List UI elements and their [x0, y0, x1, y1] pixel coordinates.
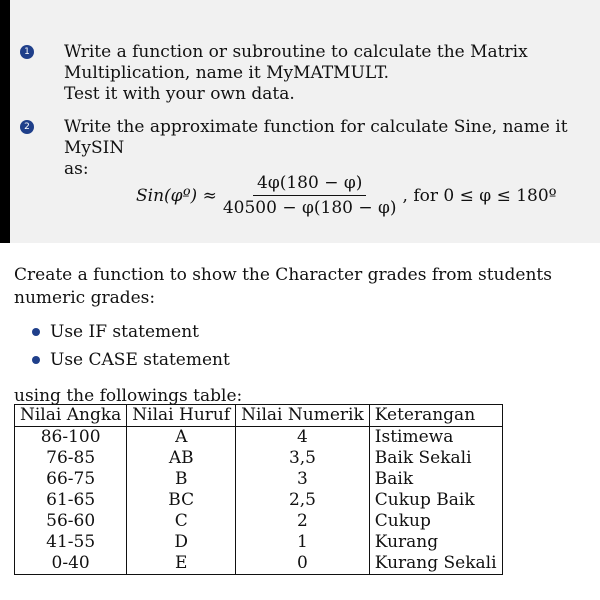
cell-keterangan: Istimewa: [369, 427, 502, 449]
cell-keterangan: Kurang: [369, 532, 502, 553]
task-2-line-2: as:: [64, 159, 89, 179]
cell-nilai-huruf: E: [127, 553, 236, 575]
cell-nilai-angka: 86-100: [15, 427, 127, 449]
task-item-1: [24, 42, 528, 105]
table-row: [15, 427, 503, 449]
column-header: Nilai Numerik: [236, 405, 370, 427]
formula-denominator: 40500 − φ(180 − φ): [222, 198, 397, 218]
cell-nilai-numerik: 1: [236, 532, 370, 553]
table-row: [15, 532, 503, 553]
cell-nilai-huruf: D: [127, 532, 236, 553]
cell-keterangan: Cukup Baik: [369, 490, 502, 511]
table-row: [15, 511, 503, 532]
item-number-badge: 1: [20, 45, 34, 59]
bullet-item: [32, 346, 230, 374]
formula-condition: , for 0 ≤ φ ≤ 180º: [402, 185, 557, 206]
cell-nilai-numerik: 3,5: [236, 448, 370, 469]
cell-nilai-numerik: 0: [236, 553, 370, 575]
bullet-item: [32, 318, 230, 346]
cell-nilai-angka: 61-65: [15, 490, 127, 511]
bullet-list: [32, 318, 230, 374]
cell-keterangan: Kurang Sekali: [369, 553, 502, 575]
item-number-badge: 2: [20, 120, 34, 134]
formula-lhs: Sin(φº) ≈: [136, 185, 217, 206]
table-header-row: [15, 405, 503, 427]
grades-table: [14, 404, 503, 575]
table-row: [15, 469, 503, 490]
cell-nilai-huruf: A: [127, 427, 236, 449]
cell-keterangan: Cukup: [369, 511, 502, 532]
task-2-line-1: Write the approximate function for calculate Sine, name it MySIN: [64, 117, 568, 158]
table-row: [15, 553, 503, 575]
cell-keterangan: Baik Sekali: [369, 448, 502, 469]
cell-nilai-angka: 0-40: [15, 553, 127, 575]
cell-keterangan: Baik: [369, 469, 502, 490]
bullet-text: Use IF statement: [50, 322, 199, 342]
table-row: [15, 490, 503, 511]
left-accent-bar: [0, 0, 10, 243]
column-header: Keterangan: [369, 405, 502, 427]
cell-nilai-huruf: B: [127, 469, 236, 490]
cell-nilai-huruf: BC: [127, 490, 236, 511]
cell-nilai-numerik: 4: [236, 427, 370, 449]
task-item-2: [24, 117, 600, 180]
cell-nilai-huruf: C: [127, 511, 236, 532]
cell-nilai-angka: 76-85: [15, 448, 127, 469]
table-caption: using the followings table:: [14, 386, 243, 406]
cell-nilai-numerik: 2: [236, 511, 370, 532]
column-header: Nilai Angka: [15, 405, 127, 427]
grades-intro-text: Create a function to show the Character grades from students numeric grades:: [14, 265, 552, 308]
cell-nilai-angka: 66-75: [15, 469, 127, 490]
task-1-line-3: Test it with your own data.: [64, 84, 295, 104]
cell-nilai-angka: 56-60: [15, 511, 127, 532]
cell-nilai-numerik: 3: [236, 469, 370, 490]
assignment-panel-top: [0, 0, 600, 243]
cell-nilai-numerik: 2,5: [236, 490, 370, 511]
table-row: [15, 448, 503, 469]
bullet-text: Use CASE statement: [50, 350, 230, 370]
bullet-dot-icon: [32, 328, 40, 336]
formula-fraction: [223, 173, 397, 218]
cell-nilai-huruf: AB: [127, 448, 236, 469]
task-1-line-1: Write a function or subroutine to calculate the Matrix: [64, 42, 528, 62]
sine-approximation-formula: [136, 173, 557, 218]
task-1-line-2: Multiplication, name it MyMATMULT.: [64, 63, 390, 83]
formula-numerator: 4φ(180 − φ): [253, 173, 366, 196]
column-header: Nilai Huruf: [127, 405, 236, 427]
cell-nilai-angka: 41-55: [15, 532, 127, 553]
bullet-dot-icon: [32, 356, 40, 364]
